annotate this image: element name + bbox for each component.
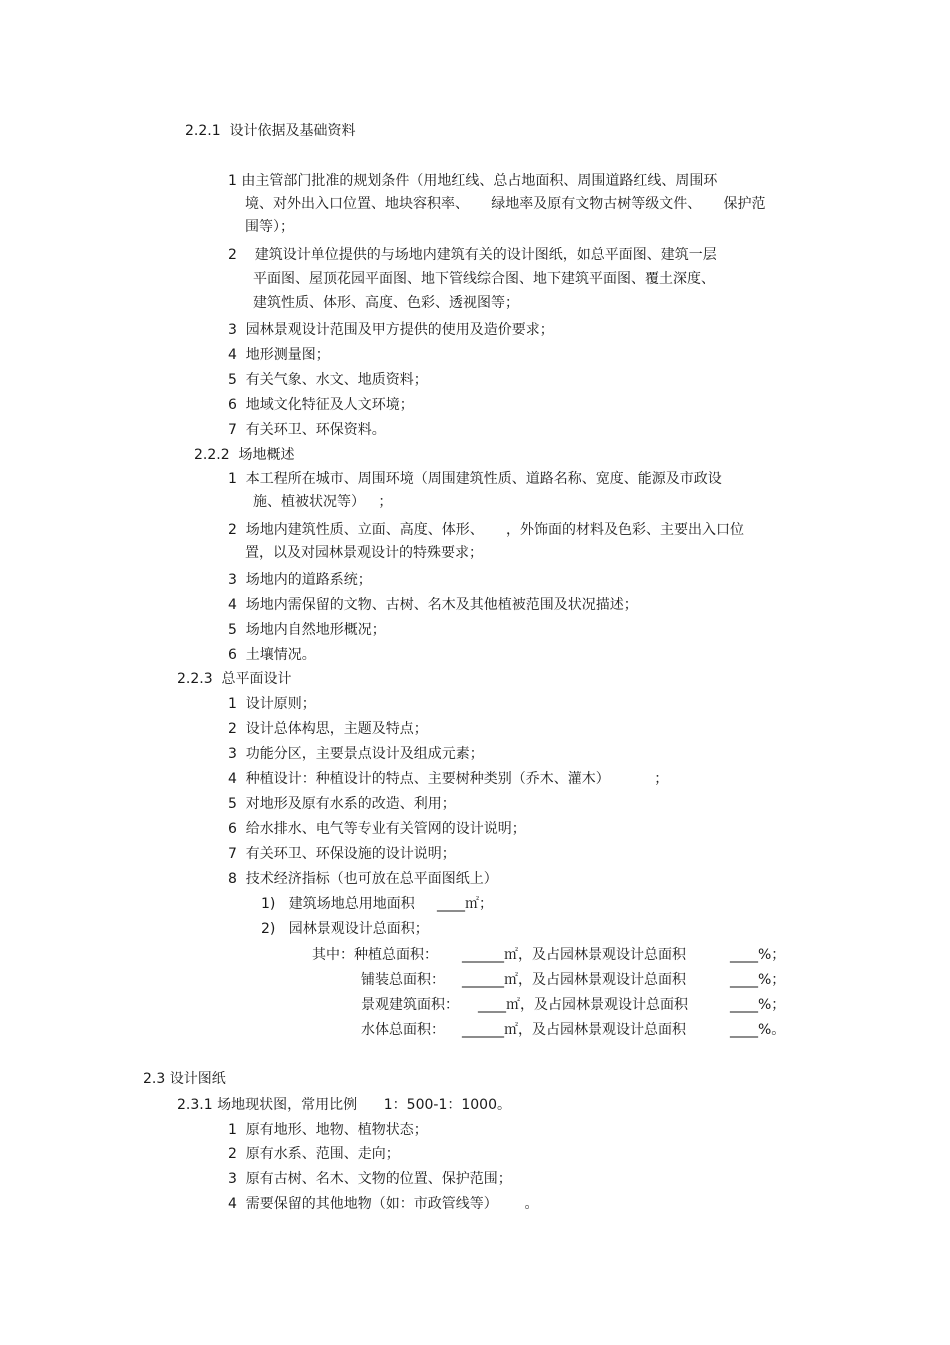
list-item: 5 有关气象、水文、地质资料； bbox=[228, 372, 428, 388]
list-item: 2 场地内建筑性质、立面、高度、体形、 ，外饰面的材料及色彩、主要出入口位 bbox=[228, 522, 745, 538]
list-item: 8 技术经济指标（也可放在总平面图纸上） bbox=[228, 871, 498, 887]
list-item: 7 有关环卫、环保设施的设计说明； bbox=[228, 846, 456, 862]
metric-value: ______㎡，及占园林景观设计总面积 bbox=[462, 947, 686, 963]
section-heading-2-2-3: 2.2.3 总平面设计 bbox=[177, 671, 292, 687]
list-item-continuation: 建筑性质、体形、高度、色彩、透视图等； bbox=[253, 295, 519, 311]
list-item: 2 建筑设计单位提供的与场地内建筑有关的设计图纸，如总平面图、建筑一层 bbox=[228, 247, 717, 263]
section-heading-2-3: 2.3 设计图纸 bbox=[143, 1071, 226, 1087]
list-item: 1 由主管部门批准的规划条件（用地红线、总占地面积、周围道路红线、周围环 bbox=[228, 173, 718, 189]
list-item: 7 有关环卫、环保资料。 bbox=[228, 422, 386, 438]
metric-label: 景观建筑面积： bbox=[361, 997, 459, 1013]
metric-value: ____㎡，及占园林景观设计总面积 bbox=[478, 997, 688, 1013]
section-heading-2-2-1: 2.2.1 设计依据及基础资料 bbox=[185, 123, 356, 139]
metric-value: ______㎡，及占园林景观设计总面积 bbox=[462, 972, 686, 988]
metric-percent: ____%。 bbox=[730, 1022, 786, 1038]
list-item-continuation: 施、植被状况等） ； bbox=[253, 494, 393, 510]
metric-percent: ____%； bbox=[730, 997, 786, 1013]
list-item-continuation: 置，以及对园林景观设计的特殊要求； bbox=[245, 545, 483, 561]
sub-list-item: 1) 建筑场地总用地面积 ____㎡； bbox=[261, 896, 493, 912]
section-heading-2-3-1: 2.3.1 场地现状图，常用比例 1：500-1：1000。 bbox=[177, 1097, 511, 1113]
list-item: 3 园林景观设计范围及甲方提供的使用及造价要求； bbox=[228, 322, 554, 338]
list-item: 3 原有古树、名木、文物的位置、保护范围； bbox=[228, 1171, 512, 1187]
metric-label: 铺装总面积： bbox=[361, 972, 445, 988]
list-item-continuation: 境、对外出入口位置、地块容积率、 绿地率及原有文物古树等级文件、 保护范 bbox=[245, 196, 766, 212]
list-item-continuation: 平面图、屋顶花园平面图、地下管线综合图、地下建筑平面图、覆土深度、 bbox=[253, 271, 715, 287]
metric-label: 水体总面积： bbox=[361, 1022, 445, 1038]
list-item: 4 场地内需保留的文物、古树、名木及其他植被范围及状况描述； bbox=[228, 597, 638, 613]
section-heading-2-2-2: 2.2.2 场地概述 bbox=[194, 447, 295, 463]
list-item: 2 设计总体构思，主题及特点； bbox=[228, 721, 428, 737]
list-item: 4 需要保留的其他地物（如：市政管线等） 。 bbox=[228, 1196, 539, 1212]
metric-value: ______㎡，及占园林景观设计总面积 bbox=[462, 1022, 686, 1038]
metric-label: 其中：种植总面积： bbox=[312, 947, 438, 963]
list-item-continuation: 围等）； bbox=[245, 219, 294, 235]
list-item: 6 地域文化特征及人文环境； bbox=[228, 397, 414, 413]
list-item: 4 地形测量图； bbox=[228, 347, 330, 363]
metric-percent: ____%； bbox=[730, 972, 786, 988]
list-item: 1 原有地形、地物、植物状态； bbox=[228, 1122, 428, 1138]
list-item: 6 给水排水、电气等专业有关管网的设计说明； bbox=[228, 821, 526, 837]
list-item: 4 种植设计：种植设计的特点、主要树种类别（乔木、灌木） ； bbox=[228, 771, 669, 787]
list-item: 1 设计原则； bbox=[228, 696, 316, 712]
metric-percent: ____%； bbox=[730, 947, 786, 963]
list-item: 5 对地形及原有水系的改造、利用； bbox=[228, 796, 456, 812]
list-item: 3 场地内的道路系统； bbox=[228, 572, 372, 588]
sub-list-item: 2) 园林景观设计总面积； bbox=[261, 921, 429, 937]
list-item: 6 土壤情况。 bbox=[228, 647, 316, 663]
list-item: 1 本工程所在城市、周围环境（周围建筑性质、道路名称、宽度、能源及市政设 bbox=[228, 471, 722, 487]
list-item: 3 功能分区，主要景点设计及组成元素； bbox=[228, 746, 484, 762]
list-item: 5 场地内自然地形概况； bbox=[228, 622, 386, 638]
list-item: 2 原有水系、范围、走向； bbox=[228, 1146, 400, 1162]
